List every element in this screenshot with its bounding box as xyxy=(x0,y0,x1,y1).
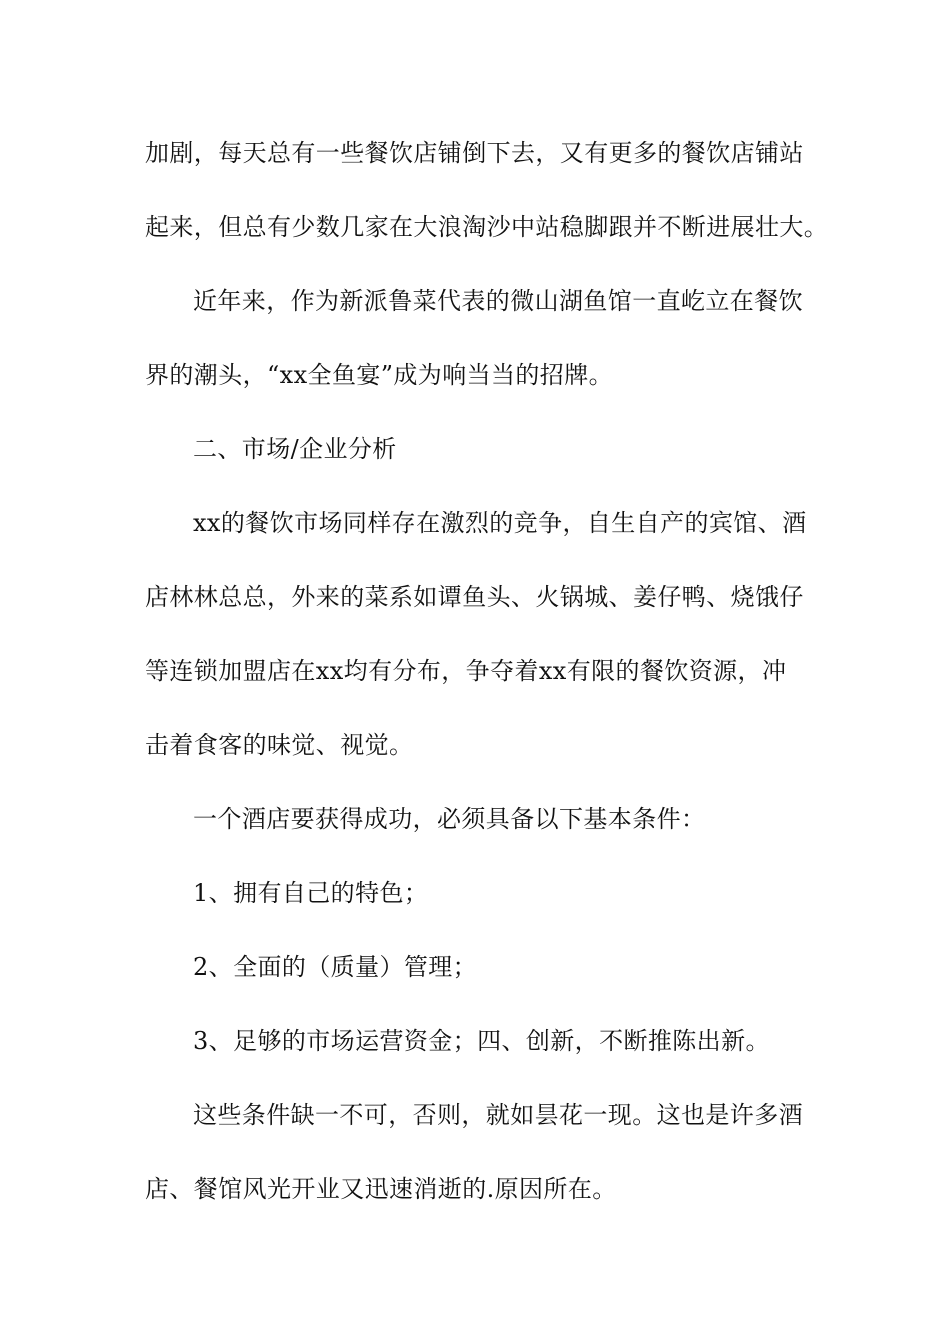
paragraph-line: 起来，但总有少数几家在大浪淘沙中站稳脚跟并不断进展壮大。 xyxy=(145,213,829,241)
list-item: 1、拥有自己的特色； xyxy=(193,879,429,907)
paragraph-line: 一个酒店要获得成功，必须具备以下基本条件： xyxy=(193,805,706,833)
paragraph-line: 等连锁加盟店在xx均有分布，争夺着xx有限的餐饮资源，冲 xyxy=(145,657,787,685)
paragraph-line: 店林林总总，外来的菜系如谭鱼头、火锅城、姜仔鸭、烧饿仔 xyxy=(145,583,804,611)
list-item: 2、全面的（质量）管理； xyxy=(193,953,478,981)
section-heading: 二、市场/企业分析 xyxy=(193,435,397,463)
paragraph-line: 近年来，作为新派鲁菜代表的微山湖鱼馆一直屹立在餐饮 xyxy=(193,287,803,315)
paragraph-line: 界的潮头，“xx全鱼宴”成为响当当的招牌。 xyxy=(145,361,614,389)
paragraph-line: 击着食客的味觉、视觉。 xyxy=(145,731,414,759)
list-item: 3、足够的市场运营资金；四、创新，不断推陈出新。 xyxy=(193,1027,770,1055)
paragraph-line: 店、餐馆风光开业又迅速消逝的.原因所在。 xyxy=(145,1175,617,1203)
paragraph-line: xx的餐饮市场同样存在激烈的竞争，自生自产的宾馆、酒 xyxy=(193,509,807,537)
paragraph-line: 加剧，每天总有一些餐饮店铺倒下去，又有更多的餐饮店铺站 xyxy=(145,139,804,167)
paragraph-line: 这些条件缺一不可，否则，就如昙花一现。这也是许多酒 xyxy=(193,1101,803,1129)
